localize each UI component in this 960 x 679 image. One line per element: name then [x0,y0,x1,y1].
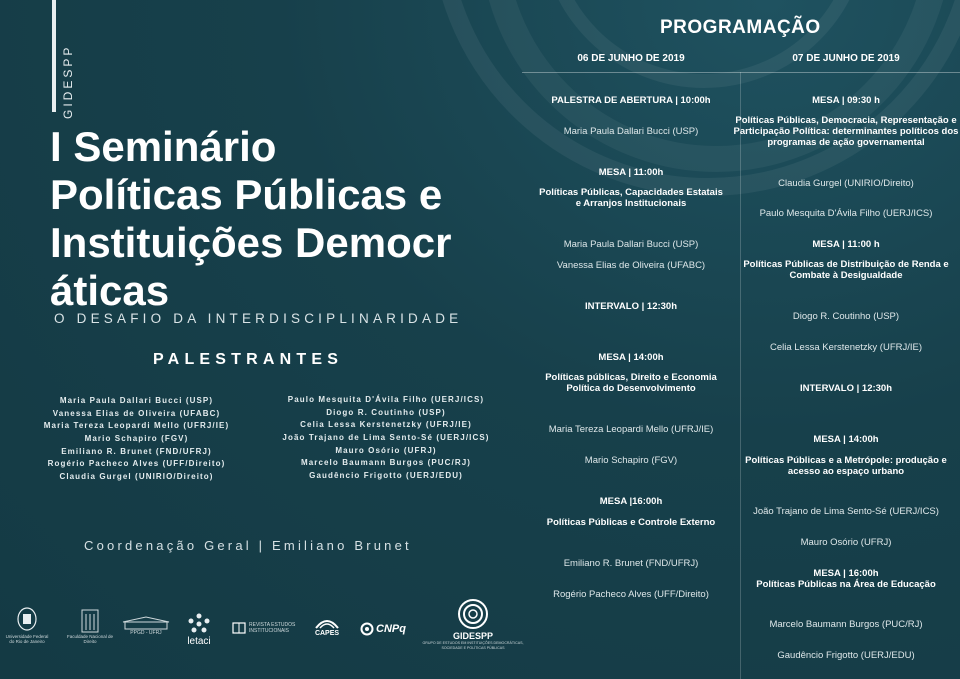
session-heading: MESA | 14:00h [813,434,879,445]
speaker-name: Gaudêncio Frigotto (UERJ/EDU) [309,471,463,481]
session-speaker: Maria Paula Dallari Bucci (USP) [563,239,699,250]
vertical-accent-bar [52,0,56,112]
session-title: Políticas Públicas e a Metrópole: produção e acesso ao espaço urbano [745,455,947,477]
speakers-list-right [266,394,506,483]
gidespp-subtext: GRUPO DE ESTUDOS EM INSTITUIÇÕES DEMOCRÁTICAS, SOCIEDADE E POLÍTICAS PÚBLICAS [422,641,524,650]
session-speaker: Mauro Osório (UFRJ) [800,537,892,548]
session-speaker: Emiliano R. Brunet (FND/UFRJ) [563,558,699,569]
session-heading: MESA | 11:00h [598,167,664,178]
session-title: Políticas Públicas e Controle Externo [546,517,716,528]
ufrj-logo [6,606,48,644]
fnd-text: Faculdade Nacional de Direito [66,634,114,644]
session-speaker: Rogério Pacheco Alves (UFF/Direito) [553,589,709,600]
letaci-text: letaci [187,636,211,647]
fnd-logo [66,608,114,644]
vertical-label: GIDESPP [61,44,75,119]
speaker-name: Rogério Pacheco Alves (UFF/Direito) [47,459,226,469]
cnpq-text: CNPq [376,623,406,635]
session-speaker: Maria Paula Dallari Bucci (USP) [563,126,699,137]
speaker-name: Maria Paula Dallari Bucci (USP) [59,396,214,405]
gidespp-text: GIDESPP [452,631,493,641]
session-speaker: Vanessa Elias de Oliveira (UFABC) [556,260,706,271]
session-heading: PALESTRA DE ABERTURA | 10:00h [551,95,711,106]
session-speaker: Maria Tereza Leopardi Mello (UFRJ/IE) [548,424,714,435]
session-heading: MESA |16:00h [599,496,663,507]
speaker-name: Diogo R. Coutinho (USP) [326,407,446,417]
session-heading: MESA | 11:00 h [812,239,880,250]
speaker-name: Mario Schapiro (FGV) [84,434,189,444]
revista-book-icon [232,622,246,634]
session-heading: INTERVALO | 12:30h [799,383,893,394]
capes-text: CAPES [314,630,340,637]
ufrj-seal-icon [16,606,38,634]
letaci-logo [182,612,216,647]
session-speaker: João Trajano de Lima Sento-Sé (UERJ/ICS) [753,506,939,517]
session-speaker: Marcelo Baumann Burgos (PUC/RJ) [769,619,923,630]
title-line: Instituições Democr [50,219,452,266]
title-line: áticas [50,267,170,314]
speaker-name: Emiliano R. Brunet (FND/UFRJ) [61,446,212,456]
speakers-heading: PALESTRANTES [153,351,344,368]
session-speaker: Claudia Gurgel (UNIRIO/Direito) [778,178,914,189]
revista-logo [232,622,300,634]
session-heading: MESA | 09:30 h [812,95,880,106]
capes-arc-icon [314,618,340,630]
event-subtitle: O DESAFIO DA INTERDISCIPLINARIDADE [54,311,463,326]
programme-title: PROGRAMAÇÃO [660,17,821,38]
session-speaker: Mario Schapiro (FGV) [584,455,678,466]
gidespp-logo [418,597,528,651]
fnd-building-icon [80,608,100,634]
letaci-dots-icon [186,612,212,636]
session-speaker: Celia Lessa Kerstenetzky (UFRJ/IE) [769,342,923,353]
title-line: Políticas Públicas e [50,171,443,218]
speaker-name: Claudia Gurgel (UNIRIO/Direito) [59,472,214,482]
sponsor-logos [0,600,540,670]
session-title: Políticas Públicas, Democracia, Representação e Participação Política: determinantes políticos dos programas de ação governamental [733,115,959,148]
speaker-name: Maria Tereza Leopardi Mello (UFRJ/IE) [43,421,230,431]
cnpq-swirl-icon [360,622,374,636]
divider-horizontal [522,72,960,73]
title-line: I Seminário [50,123,277,170]
session-speaker: Gaudêncio Frigotto (UERJ/EDU) [777,650,915,661]
session-heading: MESA | 14:00h [598,352,664,363]
session-heading: INTERVALO | 12:30h [584,301,678,312]
ppgd-text: PPGD - UFRJ [130,630,162,636]
coordination-line: Coordenação Geral | Emiliano Brunet [84,538,412,553]
ufrj-text: Universidade Federal do Rio de Janeiro [5,634,49,644]
speaker-name: Vanessa Elias de Oliveira (UFABC) [52,408,221,418]
speaker-name: Celia Lessa Kerstenetzky (UFRJ/IE) [300,420,472,430]
session-title: Políticas Públicas na Área de Educação [756,579,936,590]
cnpq-logo [360,622,412,636]
capes-logo [310,618,344,637]
session-title: Políticas Públicas, Capacidades Estatais e Arranjos Institucionais [539,187,723,209]
event-title [50,123,470,315]
session-speaker: Diogo R. Coutinho (USP) [792,311,900,322]
speaker-name: João Trajano de Lima Sento-Sé (UERJ/ICS) [282,433,490,443]
session-title: Políticas Públicas de Distribuição de Renda e Combate à Desigualdade [743,259,949,281]
session-title: Políticas públicas, Direito e Economia Política do Desenvolvimento [545,372,717,394]
session-speaker: Paulo Mesquita D'Ávila Filho (UERJ/ICS) [759,208,933,219]
speaker-name: Marcelo Baumann Burgos (PUC/RJ) [300,458,472,468]
session-heading: MESA | 16:00h [813,568,879,579]
day2-date: 07 DE JUNHO DE 2019 [792,53,900,64]
revista-text: REVISTA ESTUDOS INSTITUCIONAIS [249,622,296,634]
speaker-name: Mauro Osório (UFRJ) [335,445,437,455]
speakers-list-left [14,395,259,484]
gidespp-circle-icon [456,597,490,631]
speaker-name: Paulo Mesquita D'Ávila Filho (UERJ/ICS) [287,395,485,404]
day1-date: 06 DE JUNHO DE 2019 [577,53,685,64]
ppgd-building-icon [121,616,171,630]
ppgd-logo [118,616,174,636]
